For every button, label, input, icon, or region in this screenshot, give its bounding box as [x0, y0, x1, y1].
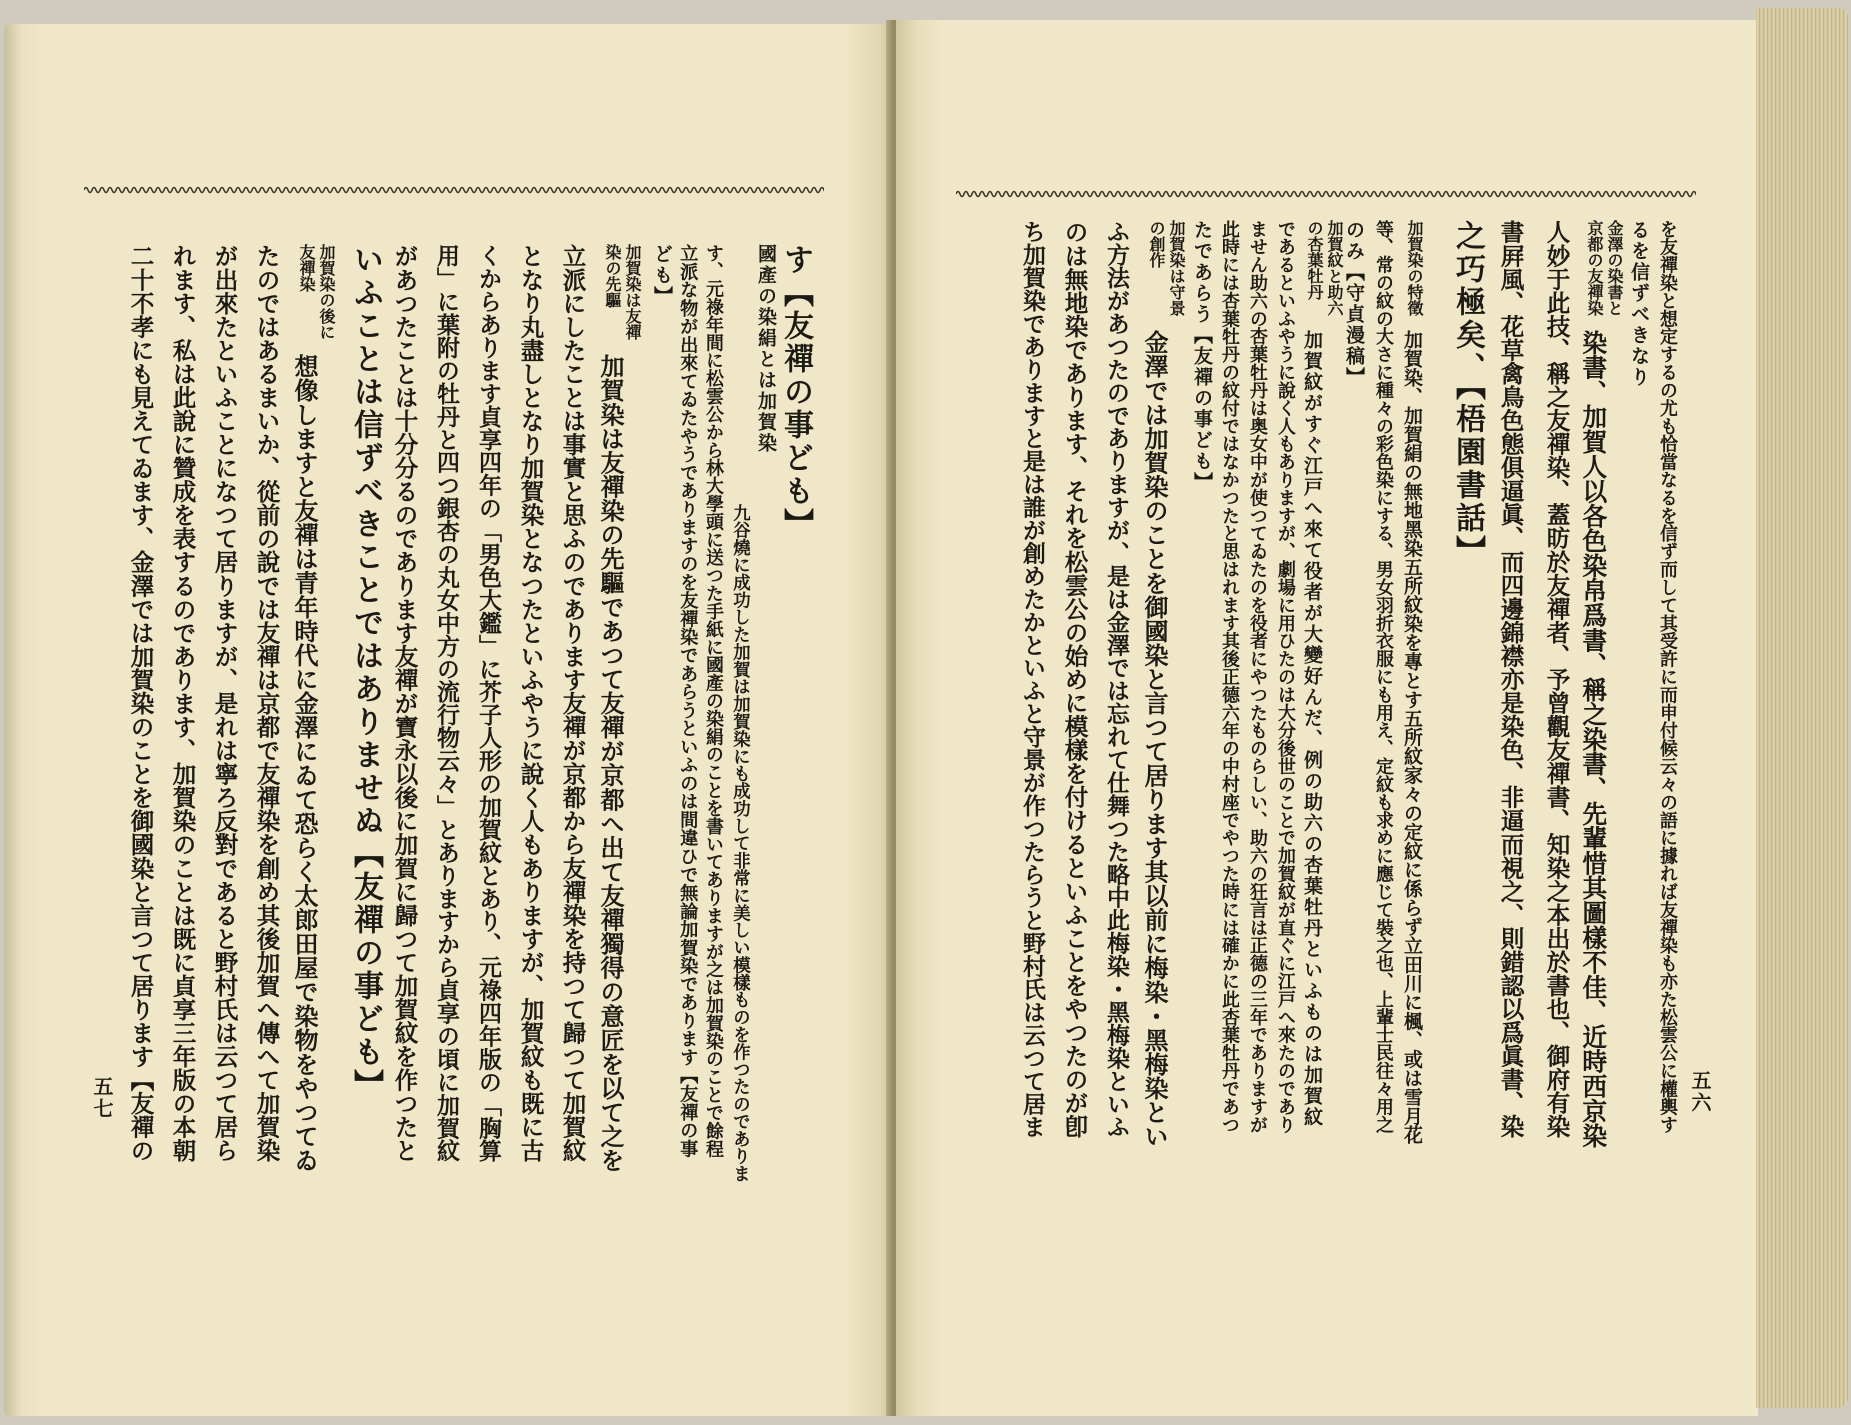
left-text-column: 九谷燒に成功した加賀は加賀染にも成功して非常に美しい模樣ものを作つたのでありま	[729, 504, 750, 1183]
right-text-column: たであらう【友禪の事ども】	[1191, 220, 1213, 493]
right-text-column: 等、常の紋の大さに種々の彩色染にする、男女羽折衣服にも用え、定紋も求めに應じて裝之也、上輩士民往々用之	[1372, 220, 1394, 1134]
left-text-column: 想像しますと友禪は青年時代に金澤にゐて恐らく太郎田屋で染物をやつてゐ	[290, 354, 320, 1173]
right-text-column: のみ【守貞漫稿】	[1343, 220, 1365, 388]
left-text-column: くからあります貞享四年の「男色大鑑」に芥子人形の加賀紋とあり、元祿四年版の「胸算	[474, 244, 502, 1162]
left-margin-heading: 加賀染は友禪染の先驅	[603, 244, 642, 340]
left-text-column: す【友禪の事ども】	[778, 244, 813, 541]
left-text-column: 立派な物が出來てゐたやうでありますのを友禪染であらうといふのは間違ひで無論加賀染であります【友禪の事	[677, 244, 699, 1158]
left-page	[4, 24, 892, 1416]
right-text-column: ち加賀染でありますと是は誰が創めたかといふと守景が作つたらうと野村氏は云つて居ま	[1018, 220, 1046, 1138]
left-text-column: となり丸盡しとなり加賀染となつたといふやうに說く人もありますが、加賀紋も既に古	[516, 244, 545, 1163]
left-text-column: いふことは信ずべきことではありませぬ【友禪の事ども】	[348, 244, 383, 1102]
left-text-column: す、元祿年間に松雲公から林大學頭に送つた手紙に國產の染絹のことを書いてありますが之は加賀染のことで餘程	[702, 244, 724, 1158]
page-number: 五七	[90, 1076, 114, 1120]
left-text-column: たのではあるまいか、從前の說では友禪は京都で友禪染を創め其後加賀へ傳へて加賀染	[252, 244, 281, 1163]
right-text-column: ふ方法があつたのでありますが、是は金澤では忘れて仕舞つた略中此梅染・黑梅染といふ	[1102, 220, 1130, 1138]
right-text-column: 金澤では加賀染のことを御國染と言つて居ります其以前に梅染・黑梅染とい	[1140, 330, 1170, 1149]
page-number: 五六	[1688, 1070, 1712, 1114]
right-text-column: 人妙于此技、稱之友禪染、蓋昉於友禪者、予曾觀友禪書、知染之本出於書也、御府有染	[1542, 220, 1571, 1139]
right-text-column: るを信ずべきなり	[1628, 220, 1650, 388]
left-text-column: 加賀染は友禪染の先驅であつて友禪が京都へ出て友禪獨得の意匠を以て之を	[596, 354, 626, 1173]
right-text-column: 書屛風、花草禽鳥色態俱逼眞、而四邊錦襟亦是染色、非逼而視之、則錯認以爲眞書、染	[1496, 220, 1525, 1139]
right-margin-heading: 加賀紋と助六の杏葉牡丹	[1305, 220, 1344, 316]
header-rule	[956, 188, 1696, 200]
right-text-column: を友禪染と想定するの尤も恰當なるを信ず而して其受許に而申付候云々の語に據れば友禪染も亦た松雲公に權輿す	[1656, 220, 1678, 1134]
right-text-column: 加賀紋がすぐ江戸へ來て役者が大變好んだ、例の助六の杏葉牡丹といふものは加賀紋	[1301, 330, 1323, 1128]
right-margin-heading: 金澤の染書と京都の友禪染	[1585, 220, 1624, 316]
left-text-column: ども】	[651, 244, 673, 307]
right-text-column: 之巧極矣、【梧園書話】	[1450, 220, 1485, 568]
left-text-column: があつたことは十分分るのであります友禪が寶永以後に加賀に歸つて加賀紋を作つたと	[390, 244, 419, 1163]
page-edges	[1756, 8, 1848, 1408]
left-text-column: 用」に葉附の牡丹と四つ銀杏の丸女中方の流行物云々」とありますから貞享の頃に加賀紋	[432, 244, 460, 1162]
header-rule	[84, 184, 824, 196]
right-text-column: ません助六の杏葉牡丹は奥女中が使つてゐたのを役者にやつたものらしい、助六の狂言は正德の三年でありますが	[1246, 220, 1268, 1134]
left-text-column: れます、私は此說に贊成を表するのであります、加賀染のことは既に貞享三年版の本朝	[168, 244, 197, 1163]
right-margin-heading: 加賀染は守景の創作	[1147, 220, 1186, 316]
right-text-column: 此時には杏葉牡丹の紋付ではなかつたと思はれます其後正德六年の中村座でやつた時には確かに此杏葉牡丹であつ	[1218, 220, 1240, 1134]
right-text-column: であるといふやうに說く人もありますが、劇場に用ひたのは大分後世のことで加賀紋が直ぐに江戸へ來たのであり	[1274, 220, 1296, 1134]
right-text-column: 加賀染、加賀絹の無地黑染五所紋染を專とす五所紋家々の定紋に係らず立田川に楓、或は雪月花	[1400, 330, 1423, 1144]
right-text-column: 染書、加賀人以各色染帛爲書、稱之染書、先輩惜其圖樣不佳、近時西京染	[1578, 330, 1608, 1149]
left-text-column: が出來たといふことになつて居りますが、是れは寧ろ反對であると野村氏は云つて居ら	[210, 244, 239, 1163]
left-text-column: 立派にしたことは事實と思ふのであります友禪が京都から友禪染を持つて歸つて加賀紋	[558, 244, 587, 1163]
left-text-column: 二十不孝にも見えてゐます、金澤では加賀染のことを御國染と言つて居ります【友禪の	[126, 244, 155, 1163]
right-text-column: のは無地染であります、それを松雲公の始めに模樣を付けるといふことをやつたのが卽	[1060, 220, 1089, 1139]
left-margin-heading: 加賀染の後に友禪染	[297, 244, 336, 340]
right-page	[896, 20, 1758, 1416]
right-margin-heading: 加賀染の特徵	[1405, 220, 1424, 316]
left-text-column: 國產の染絹とは加賀染	[755, 244, 777, 454]
